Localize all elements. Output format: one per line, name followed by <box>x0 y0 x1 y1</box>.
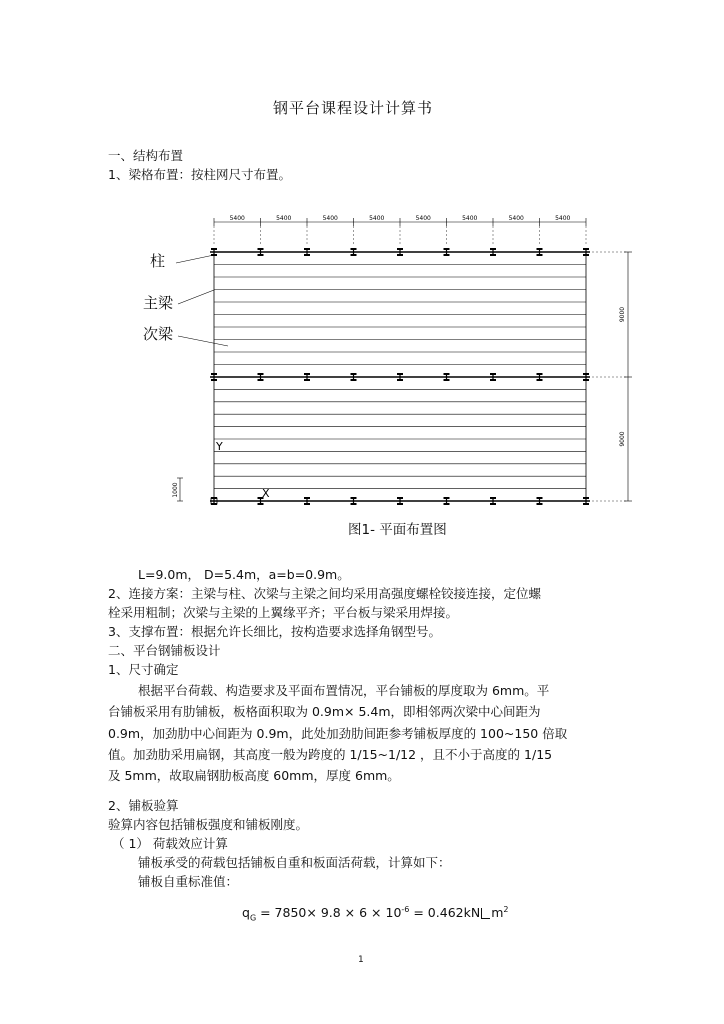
check-intro: 验算内容包括铺板强度和铺板刚度。 <box>108 817 309 832</box>
item-connection-line1: 2、连接方案：主梁与柱、次梁与主梁之间均采用高强度螺栓铰接连接，定位螺 <box>108 586 541 601</box>
para-line-3: 0.9m，加劲肋中心间距为 0.9m，此处加劲肋间距参考铺板厚度的 100~150 倍取 <box>108 726 568 741</box>
item-connection-line2: 栓采用粗制；次梁与主梁的上翼缘平齐；平台板与梁采用焊接。 <box>108 605 459 620</box>
item-bracing: 3、支撑布置：根据允许长细比，按构造要求选择角钢型号。 <box>108 624 441 639</box>
load-heading: （ 1） 荷载效应计算 <box>112 836 228 851</box>
leader-line-column <box>176 255 214 263</box>
figure-caption: 图1- 平面布置图 <box>348 522 447 538</box>
leader-line-main-beam <box>178 290 214 304</box>
para-line-1: 根据平台荷载、构造要求及平面布置情况，平台铺板的厚度取为 6mm。平 <box>138 683 550 698</box>
label-column: 柱 <box>150 252 166 270</box>
para-line-5: 及 5mm，故取扁钢肋板高度 60mm，厚度 6mm。 <box>108 768 400 783</box>
section-heading-1: 一、结构布置 <box>108 148 184 163</box>
top-dimension-label: 5400 <box>322 215 338 222</box>
sub-heading-check: 2、铺板验算 <box>108 798 179 813</box>
formula-self-weight <box>242 902 508 927</box>
load-line-2: 铺板自重标准值： <box>138 874 239 889</box>
params-line: L=9.0m， D=5.4m，a=b=0.9m。 <box>138 567 350 582</box>
formula-exp: -6 <box>401 905 410 914</box>
formula-q: q <box>242 905 250 921</box>
top-dimension-label: 5400 <box>555 215 571 222</box>
page-title: 钢平台课程设计计算书 <box>273 99 434 117</box>
axis-y-label: Y <box>216 440 223 453</box>
top-dimension-label: 5400 <box>508 215 524 222</box>
formula-q-sub: G <box>249 913 257 923</box>
label-secondary-beam: 次梁 <box>143 325 174 343</box>
top-dimension-label: 5400 <box>415 215 431 222</box>
top-dimension-label: 5400 <box>229 215 245 222</box>
axis-x-label: X <box>262 487 270 500</box>
section-heading-2: 二、平台钢铺板设计 <box>108 643 221 658</box>
formula-unit-exp: 2 <box>503 905 509 914</box>
load-line-1: 铺板承受的荷载包括铺板自重和板面活荷载，计算如下： <box>138 855 451 870</box>
right-dimension-label: 9000 <box>619 306 626 323</box>
right-dimension-label: 9000 <box>619 431 626 447</box>
item-beam-layout: 1、梁格布置：按柱网尺寸布置。 <box>108 167 291 182</box>
top-dimension-label: 5400 <box>369 215 385 222</box>
top-dimension-label: 5400 <box>462 215 478 222</box>
label-main-beam: 主梁 <box>143 294 174 312</box>
formula-body: = 7850× 9.8 × 6 × 10 <box>256 905 402 921</box>
left-dimension-label: 1000 <box>172 482 179 498</box>
leader-line-secondary-beam <box>178 336 228 346</box>
formula-result: = 0.462kN <box>409 905 481 921</box>
formula-unit: m <box>491 905 504 921</box>
para-line-4: 值。加劲肋采用扁钢，其高度一般为跨度的 1/15~1/12 ，且不小于高度的 1/15 <box>108 747 553 762</box>
page-number: 1 <box>358 955 364 965</box>
sub-heading-size: 1、尺寸确定 <box>108 662 179 677</box>
plan-layout-figure <box>140 208 640 543</box>
top-dimension-label: 5400 <box>276 215 292 222</box>
para-line-2: 台铺板采用有肋铺板，板格面积取为 0.9m× 5.4m，即相邻两次梁中心间距为 <box>108 704 541 719</box>
